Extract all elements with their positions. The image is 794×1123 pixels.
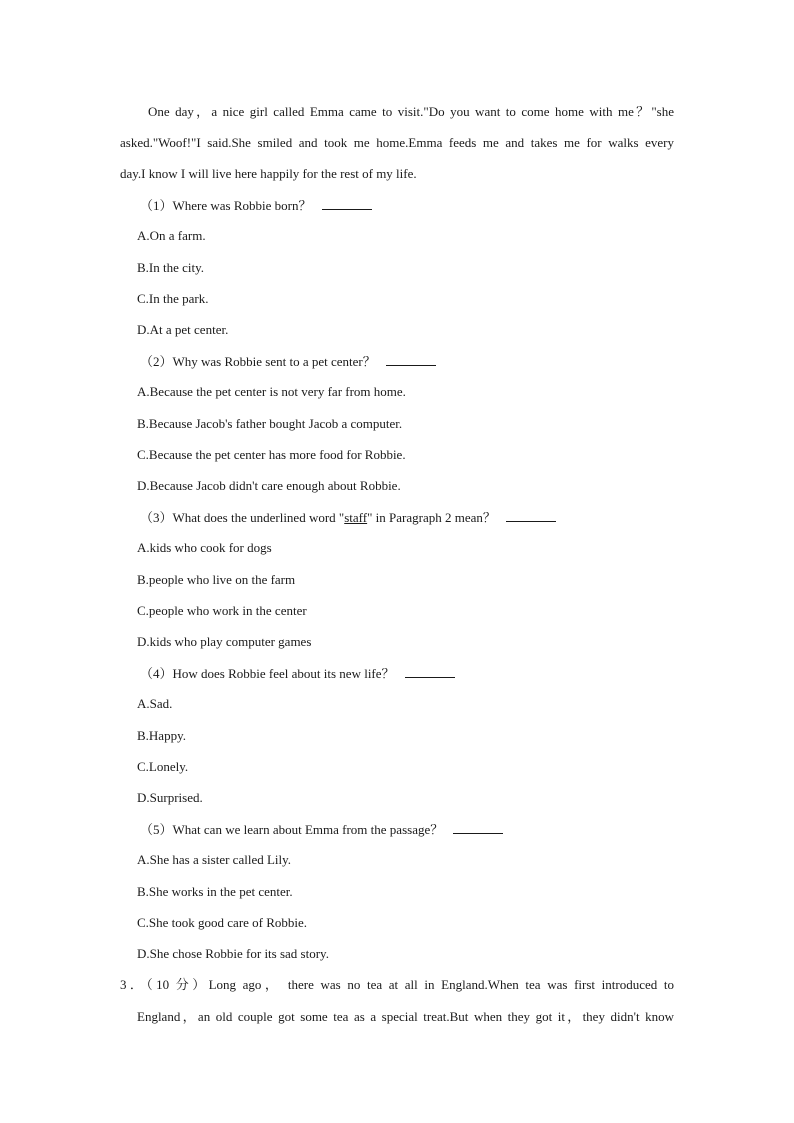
question-5-stem: （5）What can we learn about Emma from the passage？ (140, 822, 444, 837)
q3-option-d: D.kids who play computer games (137, 634, 312, 649)
q5-option-d: D.She chose Robbie for its sad story. (137, 946, 329, 961)
answer-blank-1[interactable] (322, 197, 372, 210)
q2-option-c: C.Because the pet center has more food for Robbie. (137, 447, 406, 462)
q4-option-a: A.Sad. (137, 696, 173, 711)
question-5 (140, 821, 503, 838)
passage-line-2: asked."Woof!"I said.She smiled and took me home.Emma feeds me and takes me for walks every (120, 135, 674, 150)
question-3 (140, 509, 556, 526)
q1-option-d: D.At a pet center. (137, 322, 229, 337)
underlined-word: staff (344, 510, 368, 525)
question-3-stem-post: " in Paragraph 2 mean？ (367, 510, 496, 525)
passage-line-1: One day，a nice girl called Emma came to visit."Do you want to come home with me？"she (148, 104, 674, 119)
question-1-stem: （1）Where was Robbie born？ (140, 198, 312, 213)
answer-blank-3[interactable] (506, 509, 556, 522)
q3-option-c: C.people who work in the center (137, 603, 307, 618)
answer-blank-2[interactable] (386, 353, 436, 366)
q5-option-b: B.She works in the pet center. (137, 884, 293, 899)
q1-option-b: B.In the city. (137, 260, 205, 275)
section-3-line-1: 3．（10 分）Long ago， there was no tea at all in England.When tea was first introduced to (120, 977, 674, 992)
section-3-line-2: England，an old couple got some tea as a special treat.But when they got it，they didn't know (137, 1009, 674, 1024)
q2-option-b: B.Because Jacob's father bought Jacob a computer. (137, 416, 403, 431)
q3-option-a: A.kids who cook for dogs (137, 540, 272, 555)
q3-option-b: B.people who live on the farm (137, 572, 296, 587)
q2-option-d: D.Because Jacob didn't care enough about Robbie. (137, 478, 401, 493)
question-1 (140, 197, 372, 214)
question-2-stem: （2）Why was Robbie sent to a pet center？ (140, 354, 376, 369)
q1-option-a: A.On a farm. (137, 228, 206, 243)
q5-option-a: A.She has a sister called Lily. (137, 852, 292, 867)
answer-blank-5[interactable] (453, 821, 503, 834)
question-4 (140, 665, 455, 682)
question-2 (140, 353, 436, 370)
q1-option-c: C.In the park. (137, 291, 209, 306)
question-4-stem: （4）How does Robbie feel about its new life？ (140, 666, 395, 681)
question-3-stem-pre: （3）What does the underlined word " (140, 510, 345, 525)
answer-blank-4[interactable] (405, 665, 455, 678)
passage-line-3: day.I know I will live here happily for the rest of my life. (120, 166, 417, 181)
q4-option-b: B.Happy. (137, 728, 186, 743)
q5-option-c: C.She took good care of Robbie. (137, 915, 308, 930)
q4-option-d: D.Surprised. (137, 790, 203, 805)
q2-option-a: A.Because the pet center is not very far from home. (137, 384, 406, 399)
q4-option-c: C.Lonely. (137, 759, 189, 774)
